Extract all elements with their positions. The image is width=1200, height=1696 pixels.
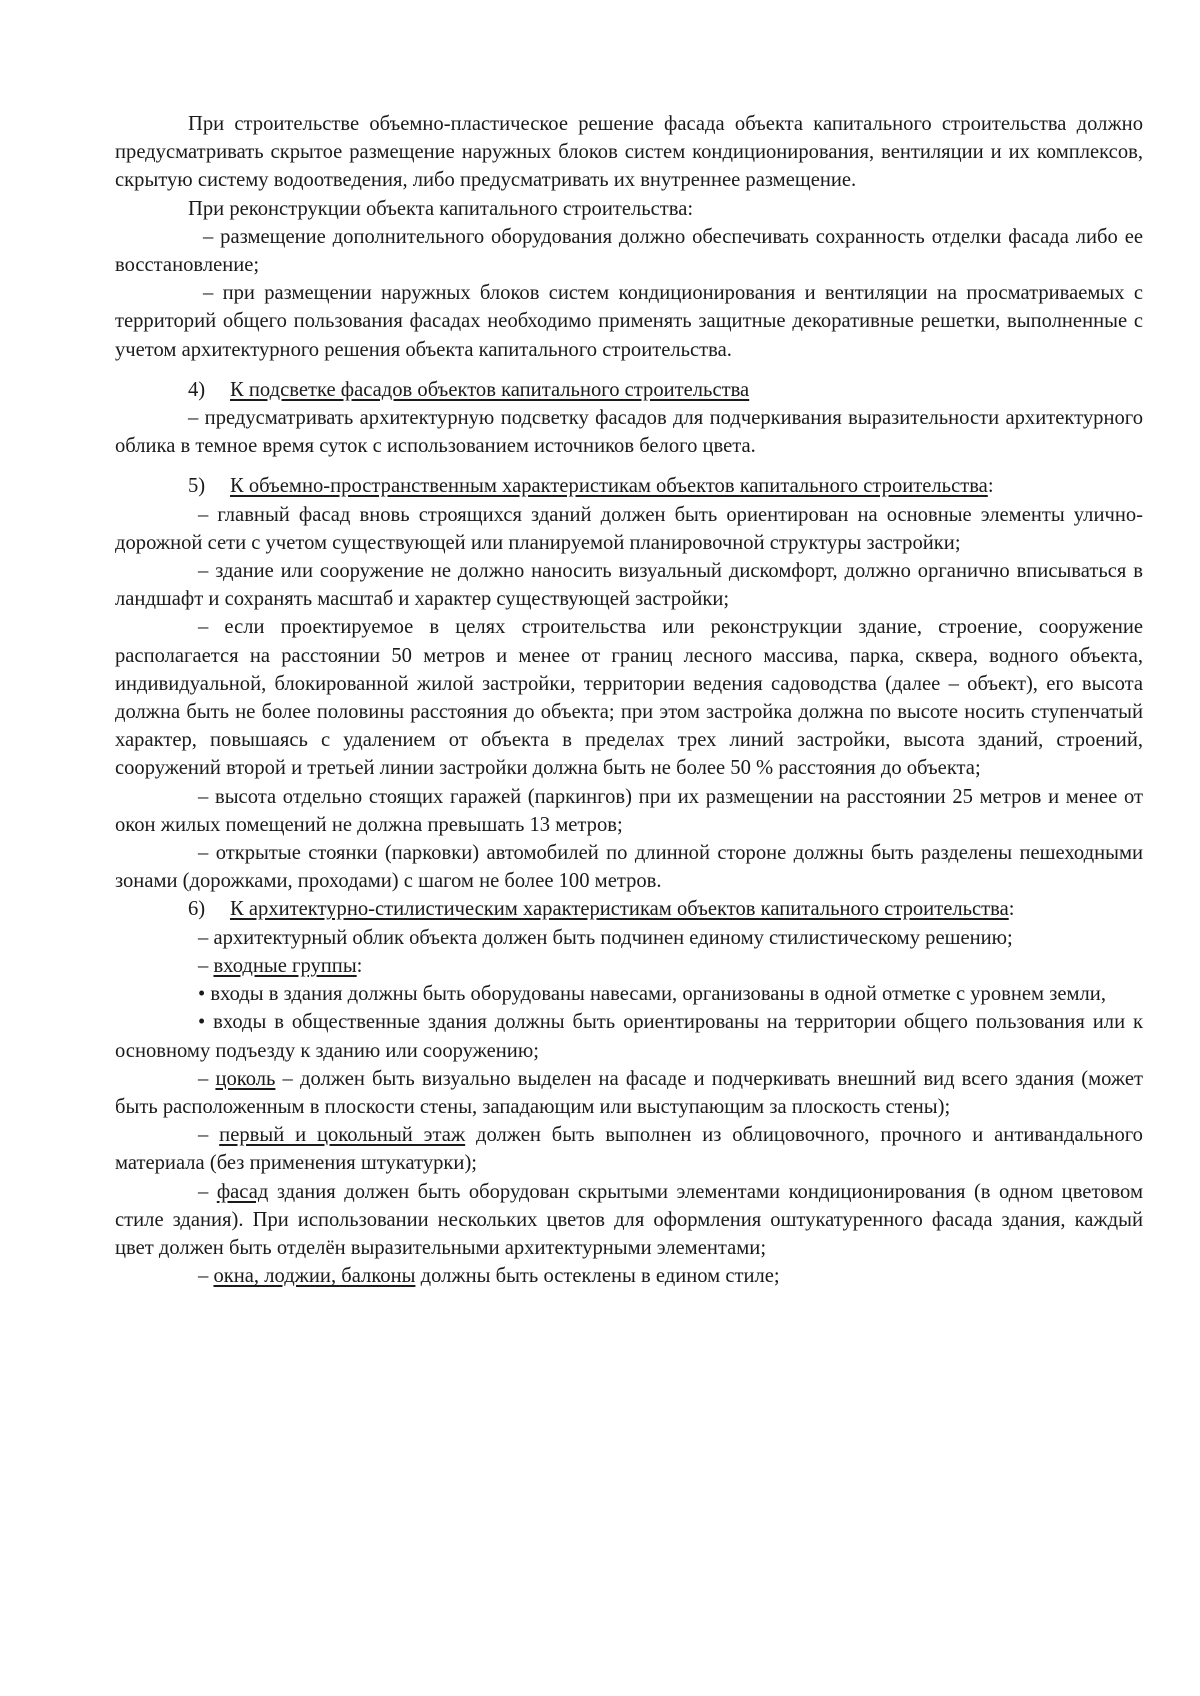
- section-title: К архитектурно-стилистическим характеристикам объектов капитального строительства: [230, 898, 1009, 921]
- document-page: [115, 110, 1143, 1290]
- underlined-term: цоколь: [215, 1067, 276, 1090]
- paragraph-main-facade: – главный фасад вновь строящихся зданий должен быть ориентирован на основные элементы улично-дорожной сети с учетом существующей или планируемой планировочной структуры застройки;: [115, 503, 1143, 554]
- underlined-term: окна, лоджии, балконы: [213, 1265, 416, 1288]
- paragraph-construction: При строительстве объемно-пластическое решение фасада объекта капитального строительства должно предусматривать скрытое размещение наружных блоков систем кондиционирования, вентиляции и их комплексов, скрытую систему водоотведения, либо предусматривать их внутреннее размещение.: [115, 113, 1143, 192]
- section-heading-4: [115, 376, 1143, 404]
- term-tail: здания должен быть оборудован скрытыми элементами кондиционирования (в одном цветовом стиле здания). При использовании нескольких цветов для оформления оштукатуренного фасада здания, каждый цвет должен быть отделён выразительными архитектурными элементами;: [115, 1180, 1143, 1259]
- section-heading-6: [115, 895, 1143, 923]
- paragraph-entrance-groups: [115, 952, 1143, 980]
- paragraph-plinth: [115, 1065, 1143, 1121]
- paragraph-grilles: – при размещении наружных блоков систем кондиционирования и вентиляции на просматриваемых с территорий общего пользования фасадах необходимо применять защитные декоративные решетки, выполненные с учетом архитектурного решения объекта капитального строительства.: [115, 282, 1143, 361]
- term-tail: должны быть остеклены в едином стиле;: [415, 1265, 780, 1288]
- bullet-entrances-canopies: • входы в здания должны быть оборудованы навесами, организованы в одной отметке с уровнем земли,: [198, 983, 1106, 1006]
- dash: –: [198, 1124, 220, 1147]
- paragraph-parking: – открытые стоянки (парковки) автомобилей по длинной стороне должны быть разделены пешеходными зонами (дорожками, проходами) с шагом не более 100 метров.: [115, 842, 1143, 893]
- term-tail: – должен быть визуально выделен на фасаде и подчеркивать внешний вид всего здания (может быть расположенным в плоскости стены, западающим или выступающим за плоскость стены);: [115, 1067, 1143, 1118]
- paragraph-reconstruction: При реконструкции объекта капитального строительства:: [188, 197, 694, 220]
- underlined-term: фасад: [216, 1180, 269, 1203]
- paragraph-garages: – высота отдельно стоящих гаражей (паркингов) при их размещении на расстоянии 25 метров и менее от окон жилых помещений не должна превышать 13 метров;: [115, 785, 1143, 836]
- paragraph-distance: – если проектируемое в целях строительства или реконструкции здание, строение, сооружение располагается на расстоянии 50 метров и менее от границ лесного массива, парка, сквера, водного объекта, индивидуальной, блокированной жилой застройки, территории ведения садоводства (далее – объект), его высота должна быть не более половины расстояния до объекта; при этом застройка должна по высоте носить ступенчатый характер, повышаясь с удалением от объекта в пределах трех линий застройки, высота зданий, строений, сооружений второй и третьей линии застройки должна быть не более 50 % расстояния до объекта;: [115, 616, 1143, 780]
- term-tail: :: [356, 954, 363, 977]
- underlined-term: входные группы: [213, 954, 357, 977]
- paragraph-windows: [115, 1262, 1143, 1290]
- section-number: 6): [188, 898, 206, 921]
- bullet-entrances-public: • входы в общественные здания должны быть ориентированы на территории общего пользования или к основному подъезду к зданию или сооружению;: [115, 1011, 1143, 1062]
- section-number: 5): [188, 475, 206, 498]
- underlined-term: первый и цокольный этаж: [219, 1124, 466, 1147]
- paragraph-equipment: – размещение дополнительного оборудования должно обеспечивать сохранность отделки фасада либо ее восстановление;: [115, 225, 1143, 277]
- section-title: К подсветке фасадов объектов капитального строительства: [230, 378, 750, 401]
- paragraph-lighting: – предусматривать архитектурную подсветку фасадов для подчеркивания выразительности архитектурного облика в темное время суток с использованием источников белого цвета.: [115, 407, 1143, 458]
- term-tail: должен быть выполнен из облицовочного, прочного и антивандального материала (без применения штукатурки);: [115, 1124, 1143, 1175]
- section-colon: :: [987, 475, 994, 498]
- paragraph-first-floor: [115, 1121, 1143, 1177]
- paragraph-facade: [115, 1178, 1143, 1263]
- section-heading-5: [115, 472, 1143, 500]
- section-colon: :: [1008, 898, 1015, 921]
- dash: –: [198, 1180, 217, 1203]
- paragraph-discomfort: – здание или сооружение не должно наносить визуальный дискомфорт, должно органично вписываться в ландшафт и сохранять масштаб и характер существующей застройки;: [115, 560, 1143, 611]
- section-title: К объемно-пространственным характеристикам объектов капитального строительства: [230, 475, 988, 498]
- dash: –: [198, 1265, 214, 1288]
- dash: –: [198, 1067, 216, 1090]
- dash: –: [198, 954, 214, 977]
- section-number: 4): [188, 378, 206, 401]
- paragraph-style: – архитектурный облик объекта должен быть подчинен единому стилистическому решению;: [198, 926, 1013, 949]
